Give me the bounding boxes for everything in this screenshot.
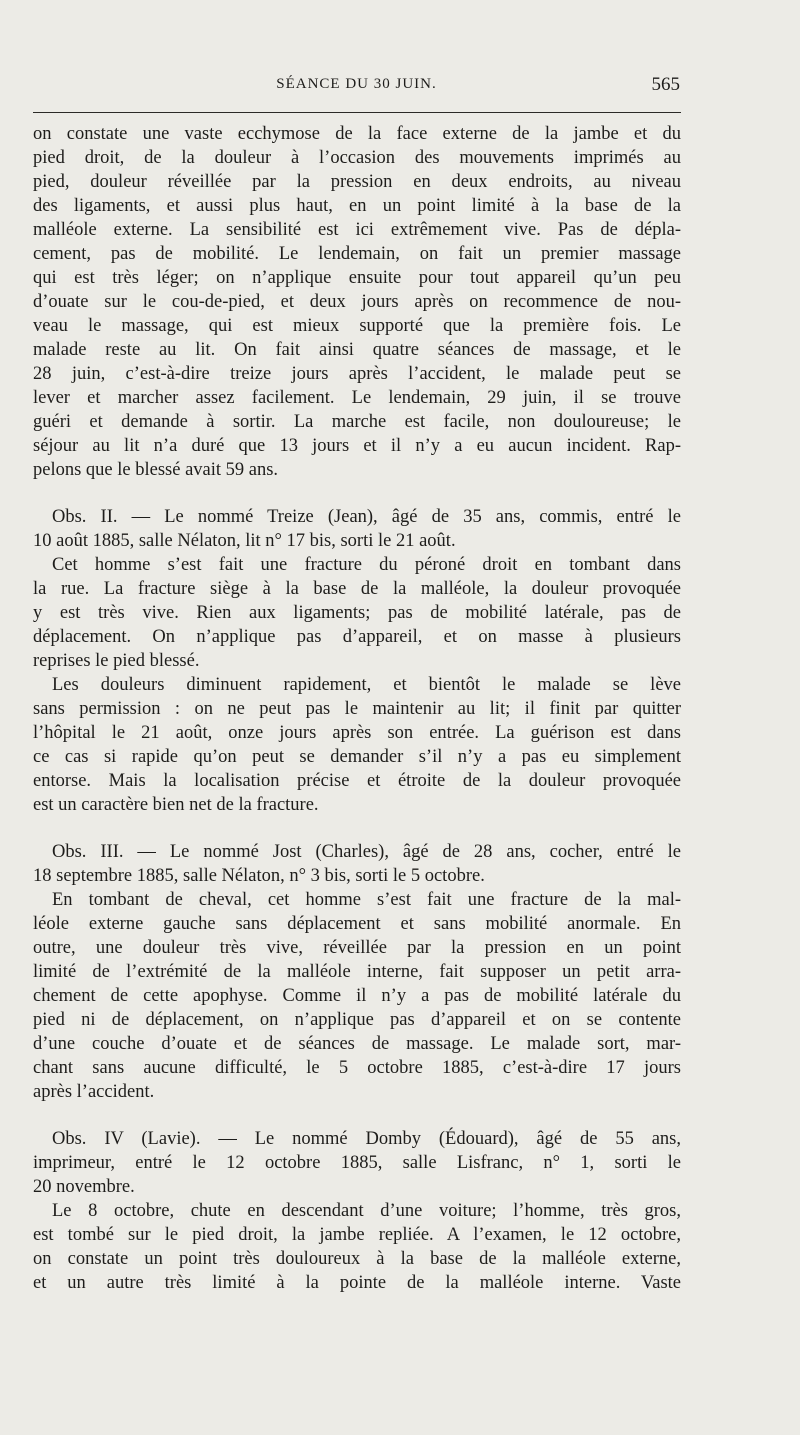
text-line: ce cas si rapide qu’on peut se demander s’il n’y a pas eu simplement	[33, 747, 681, 767]
paragraph-continuation	[33, 122, 681, 482]
obs-3-paragraph-1	[33, 888, 681, 1104]
text-line: malléole externe. La sensibilité est ici extrêmement vive. Pas de dépla-	[33, 220, 681, 240]
text-line: déplacement. On n’applique pas d’appareil, et on masse à plusieurs	[33, 627, 681, 647]
text-line: outre, une douleur très vive, réveillée par la pression en un point	[33, 938, 681, 958]
section-gap	[33, 1104, 681, 1127]
text-line: malade reste au lit. On fait ainsi quatre séances de massage, et le	[33, 340, 681, 360]
text-line: chant sans aucune difficulté, le 5 octobre 1885, c’est-à-dire 17 jours	[33, 1058, 681, 1078]
text-line: veau le massage, qui est mieux supporté que la première fois. Le	[33, 316, 681, 336]
text-line: Les douleurs diminuent rapidement, et bientôt le malade se lève	[52, 675, 681, 695]
section-gap	[33, 482, 681, 505]
text-line: après l’accident.	[33, 1082, 155, 1102]
text-line: En tombant de cheval, cet homme s’est fait une fracture de la mal-	[52, 890, 681, 910]
obs-2-paragraph-1	[33, 553, 681, 673]
section-gap	[33, 817, 681, 840]
text-line: 18 septembre 1885, salle Nélaton, n° 3 bis, sorti le 5 octobre.	[33, 866, 485, 886]
text-line: qui est très léger; on n’applique ensuite pour tout appareil qu’un peu	[33, 268, 681, 288]
text-line: 10 août 1885, salle Nélaton, lit n° 17 bis, sorti le 21 août.	[33, 531, 456, 551]
page-number: 565	[651, 74, 680, 95]
text-line: 28 juin, c’est-à-dire treize jours après l’accident, le malade peut se	[33, 364, 681, 384]
text-line: Obs. III. — Le nommé Jost (Charles), âgé de 28 ans, cocher, entré le	[52, 842, 681, 862]
text-line: y est très vive. Rien aux ligaments; pas de mobilité latérale, pas de	[33, 603, 681, 623]
text-line: pied ni de déplacement, on n’applique pas d’appareil et on se contente	[33, 1010, 681, 1030]
text-line: Cet homme s’est fait une fracture du péroné droit en tombant dans	[52, 555, 681, 575]
text-line: la rue. La fracture siège à la base de la malléole, la douleur provoquée	[33, 579, 681, 599]
text-line: limité de l’extrémité de la malléole interne, fait supposer un petit arra-	[33, 962, 681, 982]
header-rule	[33, 112, 681, 113]
text-line: pied droit, de la douleur à l’occasion des mouvements imprimés au	[33, 148, 681, 168]
running-title: SÉANCE DU 30 JUIN.	[276, 76, 437, 92]
text-line: d’une couche d’ouate et de séances de massage. Le malade sort, mar-	[33, 1034, 681, 1054]
text-line: l’hôpital le 21 août, onze jours après son entrée. La guérison est dans	[33, 723, 681, 743]
text-line: pied, douleur réveillée par la pression en deux endroits, au niveau	[33, 172, 681, 192]
text-line: 20 novembre.	[33, 1177, 135, 1197]
text-line: guéri et demande à sortir. La marche est facile, non douloureuse; le	[33, 412, 681, 432]
text-line: lever et marcher assez facilement. Le lendemain, 29 juin, il se trouve	[33, 388, 681, 408]
text-line: on constate une vaste ecchymose de la face externe de la jambe et du	[33, 124, 681, 144]
body-text	[33, 122, 681, 1295]
text-line: d’ouate sur le cou-de-pied, et deux jours après on recommence de nou-	[33, 292, 681, 312]
text-line: pelons que le blessé avait 59 ans.	[33, 460, 279, 480]
obs-2-heading	[33, 505, 681, 553]
text-line: est tombé sur le pied droit, la jambe repliée. A l’examen, le 12 octobre,	[33, 1225, 681, 1245]
text-line: des ligaments, et aussi plus haut, en un point limité à la base de la	[33, 196, 681, 216]
text-line: Obs. II. — Le nommé Treize (Jean), âgé de 35 ans, commis, entré le	[52, 507, 681, 527]
text-line: reprises le pied blessé.	[33, 651, 200, 671]
text-line: chement de cette apophyse. Comme il n’y a pas de mobilité latérale du	[33, 986, 681, 1006]
text-line: léole externe gauche sans déplacement et sans mobilité anormale. En	[33, 914, 681, 934]
text-line: Obs. IV (Lavie). — Le nommé Domby (Édouard), âgé de 55 ans,	[52, 1129, 681, 1149]
text-line: cement, pas de mobilité. Le lendemain, on fait un premier massage	[33, 244, 681, 264]
obs-4-heading	[33, 1127, 681, 1199]
text-line: est un caractère bien net de la fracture.	[33, 795, 319, 815]
obs-2-paragraph-2	[33, 673, 681, 817]
text-line: et un autre très limité à la pointe de la malléole interne. Vaste	[33, 1273, 681, 1293]
page-header	[33, 74, 680, 100]
text-line: séjour au lit n’a duré que 13 jours et il n’y a eu aucun incident. Rap-	[33, 436, 681, 456]
text-line: on constate un point très douloureux à la base de la malléole externe,	[33, 1249, 681, 1269]
text-line: entorse. Mais la localisation précise et étroite de la douleur provoquée	[33, 771, 681, 791]
text-line: imprimeur, entré le 12 octobre 1885, salle Lisfranc, n° 1, sorti le	[33, 1153, 681, 1173]
obs-3-heading	[33, 840, 681, 888]
text-line: sans permission : on ne peut pas le maintenir au lit; il finit par quitter	[33, 699, 681, 719]
obs-4-paragraph-1	[33, 1199, 681, 1295]
text-line: Le 8 octobre, chute en descendant d’une voiture; l’homme, très gros,	[52, 1201, 681, 1221]
